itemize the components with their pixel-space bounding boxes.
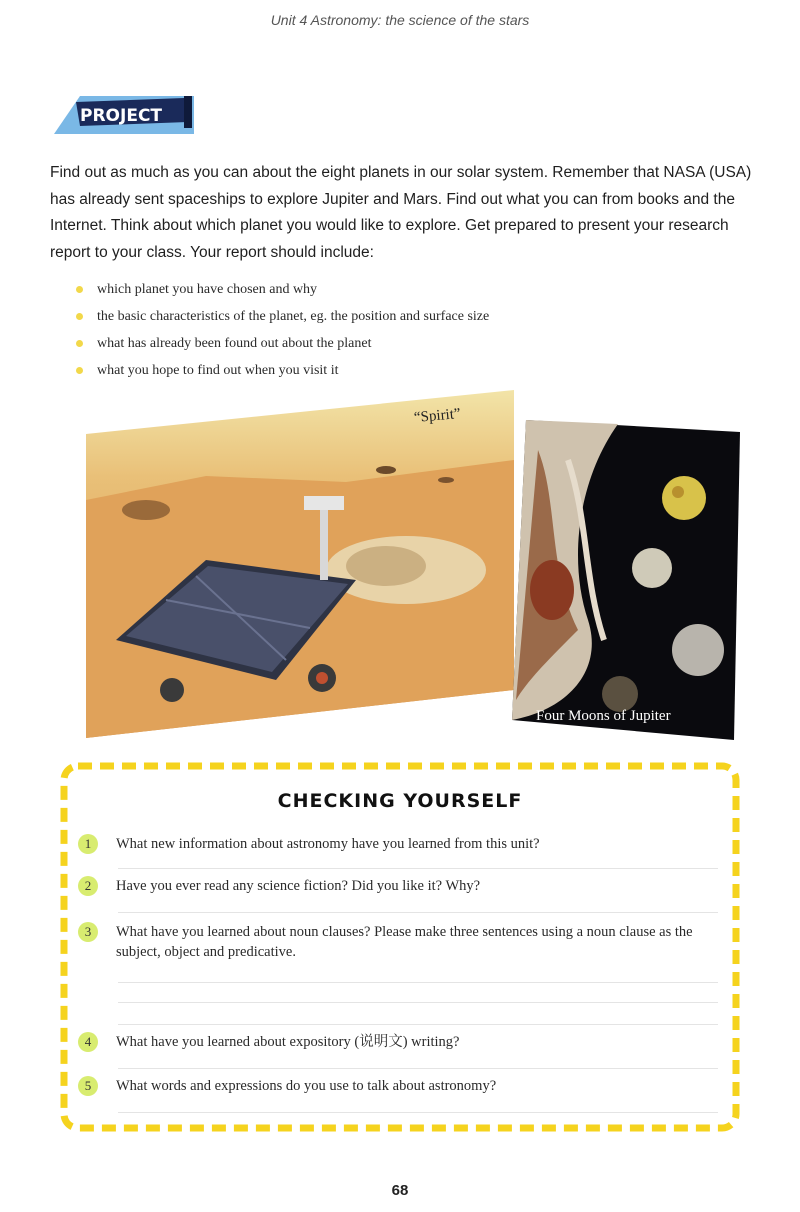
project-badge-graphic xyxy=(54,92,194,134)
bullet-dot-icon xyxy=(76,286,83,293)
project-badge xyxy=(54,92,194,134)
question-text: What new information about astronomy have you learned from this unit? xyxy=(116,836,540,852)
running-header: Unit 4 Astronomy: the science of the stars xyxy=(270,12,530,28)
bullet-dot-icon xyxy=(76,367,83,374)
answer-line xyxy=(118,1002,718,1003)
question-number: 1 xyxy=(78,834,98,854)
checking-yourself-title: CHECKING YOURSELF xyxy=(277,790,523,812)
question-text: What have you learned about expository (说明文) writing? xyxy=(116,1034,460,1050)
project-badge-label: PROJECT xyxy=(80,106,163,126)
answer-line xyxy=(118,1024,718,1025)
jupiter-caption: Four Moons of Jupiter xyxy=(536,708,671,724)
bullet-item: what you hope to find out when you visit it xyxy=(76,357,489,384)
question-item xyxy=(78,1032,718,1052)
bullet-item: what has already been found out about the planet xyxy=(76,330,489,357)
answer-line xyxy=(118,1068,718,1069)
question-text: What have you learned about noun clauses? Please make three sentences using a noun clause as the subject, object and predicative. xyxy=(116,924,693,960)
answer-line xyxy=(118,982,718,983)
bullet-dot-icon xyxy=(76,340,83,347)
page-number: 68 xyxy=(391,1182,409,1199)
answer-line xyxy=(118,868,718,869)
question-item xyxy=(78,834,718,854)
question-number: 5 xyxy=(78,1076,98,1096)
question-text: Have you ever read any science fiction? Did you like it? Why? xyxy=(116,878,481,894)
answer-line xyxy=(118,912,718,913)
question-number: 4 xyxy=(78,1032,98,1052)
bullet-dot-icon xyxy=(76,313,83,320)
project-intro: Find out as much as you can about the eight planets in our solar system. Remember that NASA (USA) has already sent spaceships to explore Jupiter and Mars. Find out what you can from books and the Internet. Think about which planet you would like to explore. Get prepared to present your research report to your class. Your report should include: xyxy=(50,164,752,261)
jupiter-moons-photo xyxy=(508,420,740,740)
mars-rover-photo xyxy=(86,390,514,738)
question-item xyxy=(78,876,718,896)
report-bullet-list xyxy=(76,276,489,384)
question-number: 3 xyxy=(78,922,98,942)
question-item xyxy=(78,1076,718,1096)
answer-line xyxy=(118,1112,718,1113)
bullet-item: the basic characteristics of the planet, eg. the position and surface size xyxy=(76,303,489,330)
bullet-item: which planet you have chosen and why xyxy=(76,276,489,303)
spirit-caption: “Spirit” xyxy=(413,405,462,427)
question-text: What words and expressions do you use to talk about astronomy? xyxy=(116,1078,497,1094)
question-number: 2 xyxy=(78,876,98,896)
question-item xyxy=(78,922,718,962)
